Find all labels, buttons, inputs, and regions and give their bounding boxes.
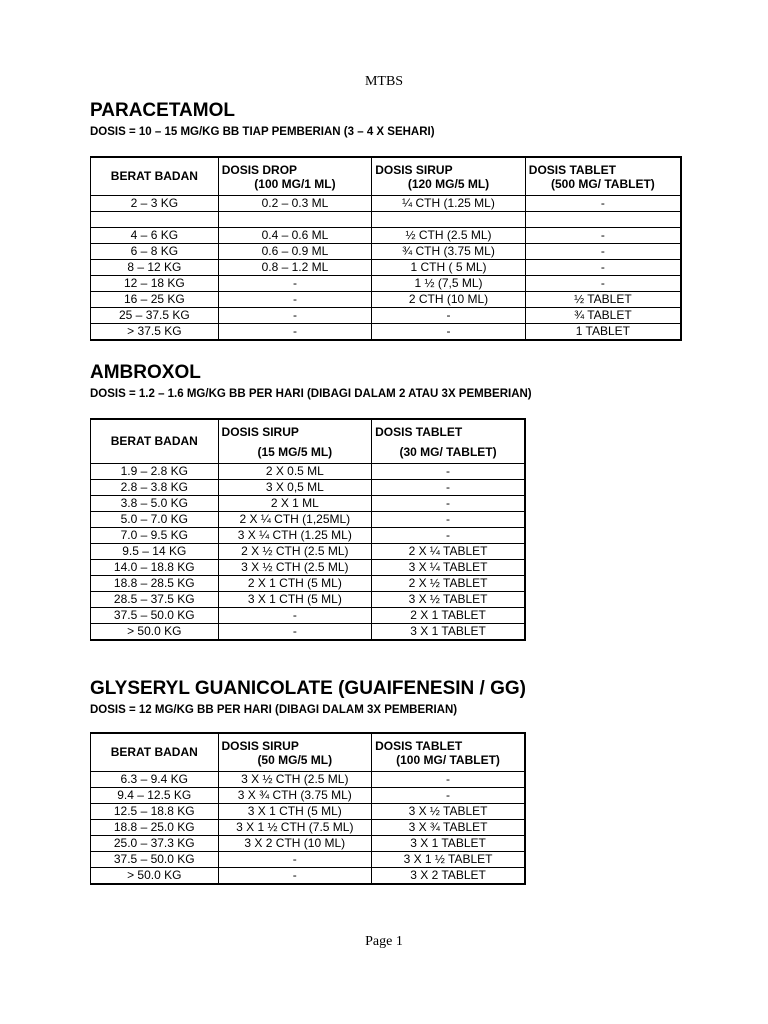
cell-dosis: 0.6 – 0.9 ML <box>218 244 372 260</box>
cell-dosis: ¾ TABLET <box>525 308 681 324</box>
table-row <box>91 560 526 576</box>
cell-dosis: 2 X 1 ML <box>218 496 372 512</box>
cell-dosis: 3 X ¾ CTH (3.75 ML) <box>218 788 372 804</box>
header-sub: (500 MG/ TABLET) <box>551 177 655 191</box>
table-row <box>91 512 526 528</box>
cell-berat-badan: 14.0 – 18.8 KG <box>91 560 219 576</box>
table-header-row <box>91 419 526 464</box>
cell-dosis: 3 X 2 CTH (10 ML) <box>218 836 372 852</box>
dosage-table <box>90 418 526 641</box>
cell-berat-badan: 5.0 – 7.0 KG <box>91 512 219 528</box>
table-row <box>91 852 526 868</box>
cell-dosis: 3 X ½ CTH (2.5 ML) <box>218 560 372 576</box>
cell-dosis: 2 X 1 CTH (5 ML) <box>218 576 372 592</box>
header-berat-badan: BERAT BADAN <box>91 419 219 464</box>
table-row <box>91 308 682 324</box>
table-body <box>91 464 526 641</box>
cell-berat-badan: > 50.0 KG <box>91 868 219 885</box>
cell-berat-badan: 37.5 – 50.0 KG <box>91 608 219 624</box>
cell-berat-badan: 25 – 37.5 KG <box>91 308 219 324</box>
cell-dosis: 2 X ¼ TABLET <box>372 544 525 560</box>
header-label: DOSIS SIRUP <box>221 739 299 753</box>
table-row <box>91 292 682 308</box>
cell-dosis: ½ TABLET <box>525 292 681 308</box>
table-row <box>91 276 682 292</box>
table-row <box>91 324 682 341</box>
cell-berat-badan: 1.9 – 2.8 KG <box>91 464 219 480</box>
cell-dosis: - <box>372 512 525 528</box>
header-label: DOSIS SIRUP <box>375 163 453 177</box>
cell-dosis: - <box>525 244 681 260</box>
table-row <box>91 260 682 276</box>
header-col <box>525 157 681 196</box>
cell-dosis <box>218 212 372 228</box>
header-sub: (100 MG/1 ML) <box>254 177 336 191</box>
cell-dosis: 3 X ¾ TABLET <box>372 820 525 836</box>
cell-berat-badan <box>91 212 219 228</box>
cell-dosis: - <box>372 480 525 496</box>
cell-dosis: - <box>525 228 681 244</box>
header-col <box>218 419 372 464</box>
table-row <box>91 244 682 260</box>
cell-dosis: - <box>372 308 526 324</box>
cell-berat-badan: 18.8 – 28.5 KG <box>91 576 219 592</box>
dosage-table <box>90 732 526 885</box>
header-sub: (120 MG/5 ML) <box>407 177 490 191</box>
section-title: GLYSERYL GUANICOLATE (GUAIFENESIN / GG) <box>90 678 526 699</box>
header-col <box>372 157 526 196</box>
cell-dosis: - <box>218 292 372 308</box>
header-col <box>218 733 372 772</box>
header-sub: (15 MG/5 ML) <box>257 445 333 459</box>
header-label: DOSIS TABLET <box>528 163 616 177</box>
cell-berat-badan: 9.4 – 12.5 KG <box>91 788 219 804</box>
header-label: DOSIS SIRUP <box>221 425 299 439</box>
cell-dosis: - <box>372 324 526 341</box>
cell-dosis: 0.2 – 0.3 ML <box>218 196 372 212</box>
cell-dosis: 2 X 1 TABLET <box>372 608 525 624</box>
cell-berat-badan: 16 – 25 KG <box>91 292 219 308</box>
header-col <box>218 157 372 196</box>
table-row <box>91 480 526 496</box>
cell-berat-badan: 3.8 – 5.0 KG <box>91 496 219 512</box>
table-row <box>91 608 526 624</box>
cell-dosis: 1 TABLET <box>525 324 681 341</box>
table-row <box>91 868 526 885</box>
cell-dosis: 3 X ¼ TABLET <box>372 560 525 576</box>
cell-dosis: ¼ CTH (1.25 ML) <box>372 196 526 212</box>
cell-dosis: - <box>525 276 681 292</box>
table-row <box>91 228 682 244</box>
cell-berat-badan: 4 – 6 KG <box>91 228 219 244</box>
cell-berat-badan: 37.5 – 50.0 KG <box>91 852 219 868</box>
cell-dosis: - <box>525 196 681 212</box>
header-sub: (100 MG/ TABLET) <box>396 753 500 767</box>
table-row <box>91 788 526 804</box>
cell-dosis: - <box>218 276 372 292</box>
table-body <box>91 772 526 885</box>
header-berat-badan: BERAT BADAN <box>91 733 219 772</box>
table-row <box>91 592 526 608</box>
page-footer: Page 1 <box>365 934 403 949</box>
cell-dosis: ½ CTH (2.5 ML) <box>372 228 526 244</box>
cell-dosis: 2 X ½ TABLET <box>372 576 525 592</box>
cell-dosis <box>525 212 681 228</box>
cell-dosis: 3 X ½ TABLET <box>372 592 525 608</box>
cell-dosis: 3 X 1 ½ TABLET <box>372 852 525 868</box>
cell-dosis: 3 X 1 TABLET <box>372 836 525 852</box>
cell-berat-badan: 6 – 8 KG <box>91 244 219 260</box>
table-body <box>91 196 682 341</box>
header-col <box>372 419 525 464</box>
cell-dosis: 2 X 0.5 ML <box>218 464 372 480</box>
table-row <box>91 196 682 212</box>
cell-berat-badan: 7.0 – 9.5 KG <box>91 528 219 544</box>
table-header-row <box>91 157 682 196</box>
table-row <box>91 496 526 512</box>
cell-berat-badan: 18.8 – 25.0 KG <box>91 820 219 836</box>
table-row <box>91 464 526 480</box>
table-row <box>91 212 682 228</box>
section-title: PARACETAMOL <box>90 100 235 121</box>
cell-dosis: 3 X 1 CTH (5 ML) <box>218 804 372 820</box>
header-label: DOSIS TABLET <box>375 425 463 439</box>
table-row <box>91 772 526 788</box>
header-label: DOSIS DROP <box>221 163 298 177</box>
header-berat-badan: BERAT BADAN <box>91 157 219 196</box>
cell-dosis: - <box>218 324 372 341</box>
cell-berat-badan: 6.3 – 9.4 KG <box>91 772 219 788</box>
cell-dosis <box>372 212 526 228</box>
dosage-rule: DOSIS = 10 – 15 MG/KG BB TIAP PEMBERIAN (3 – 4 X SEHARI) <box>90 126 435 138</box>
cell-berat-badan: 28.5 – 37.5 KG <box>91 592 219 608</box>
header-sub: (50 MG/5 ML) <box>257 753 333 767</box>
table-row <box>91 544 526 560</box>
section-title: AMBROXOL <box>90 362 201 383</box>
section-paracetamol <box>90 100 655 338</box>
cell-dosis: 0.4 – 0.6 ML <box>218 228 372 244</box>
table-header-row <box>91 733 526 772</box>
cell-dosis: - <box>218 868 372 885</box>
cell-dosis: 1 CTH ( 5 ML) <box>372 260 526 276</box>
cell-dosis: - <box>218 608 372 624</box>
dosage-rule: DOSIS = 1.2 – 1.6 MG/KG BB PER HARI (DIBAGI DALAM 2 ATAU 3X PEMBERIAN) <box>90 388 532 400</box>
table-row <box>91 820 526 836</box>
cell-dosis: 3 X 1 TABLET <box>372 624 525 641</box>
cell-dosis: - <box>372 528 525 544</box>
section-guaifenesin <box>90 678 526 882</box>
cell-dosis: - <box>218 852 372 868</box>
cell-dosis: - <box>218 624 372 641</box>
cell-berat-badan: 12.5 – 18.8 KG <box>91 804 219 820</box>
cell-berat-badan: 2 – 3 KG <box>91 196 219 212</box>
cell-dosis: 2 CTH (10 ML) <box>372 292 526 308</box>
header-col <box>372 733 525 772</box>
cell-dosis: 3 X ¼ CTH (1.25 ML) <box>218 528 372 544</box>
cell-dosis: - <box>218 308 372 324</box>
table-row <box>91 836 526 852</box>
cell-berat-badan: > 50.0 KG <box>91 624 219 641</box>
page-header: MTBS <box>364 74 404 89</box>
dosage-rule: DOSIS = 12 MG/KG BB PER HARI (DIBAGI DALAM 3X PEMBERIAN) <box>90 704 458 716</box>
cell-berat-badan: 12 – 18 KG <box>91 276 219 292</box>
cell-dosis: 3 X 0,5 ML <box>218 480 372 496</box>
cell-dosis: 3 X 1 CTH (5 ML) <box>218 592 372 608</box>
table-row <box>91 624 526 641</box>
header-label: DOSIS TABLET <box>375 739 463 753</box>
header-sub: (30 MG/ TABLET) <box>399 445 497 459</box>
cell-berat-badan: 9.5 – 14 KG <box>91 544 219 560</box>
cell-dosis: - <box>372 788 525 804</box>
table-row <box>91 528 526 544</box>
cell-berat-badan: 2.8 – 3.8 KG <box>91 480 219 496</box>
cell-dosis: 1 ½ (7,5 ML) <box>372 276 526 292</box>
section-ambroxol <box>90 362 532 638</box>
cell-dosis: 3 X 2 TABLET <box>372 868 525 885</box>
cell-berat-badan: 8 – 12 KG <box>91 260 219 276</box>
cell-dosis: 3 X 1 ½ CTH (7.5 ML) <box>218 820 372 836</box>
cell-dosis: 2 X ¼ CTH (1,25ML) <box>218 512 372 528</box>
cell-dosis: 2 X ½ CTH (2.5 ML) <box>218 544 372 560</box>
cell-dosis: 3 X ½ CTH (2.5 ML) <box>218 772 372 788</box>
cell-dosis: 3 X ½ TABLET <box>372 804 525 820</box>
cell-dosis: - <box>372 464 525 480</box>
cell-dosis: - <box>372 772 525 788</box>
table-row <box>91 804 526 820</box>
cell-berat-badan: 25.0 – 37.3 KG <box>91 836 219 852</box>
cell-dosis: ¾ CTH (3.75 ML) <box>372 244 526 260</box>
cell-berat-badan: > 37.5 KG <box>91 324 219 341</box>
table-row <box>91 576 526 592</box>
cell-dosis: - <box>525 260 681 276</box>
dosage-table <box>90 156 682 341</box>
cell-dosis: - <box>372 496 525 512</box>
cell-dosis: 0.8 – 1.2 ML <box>218 260 372 276</box>
